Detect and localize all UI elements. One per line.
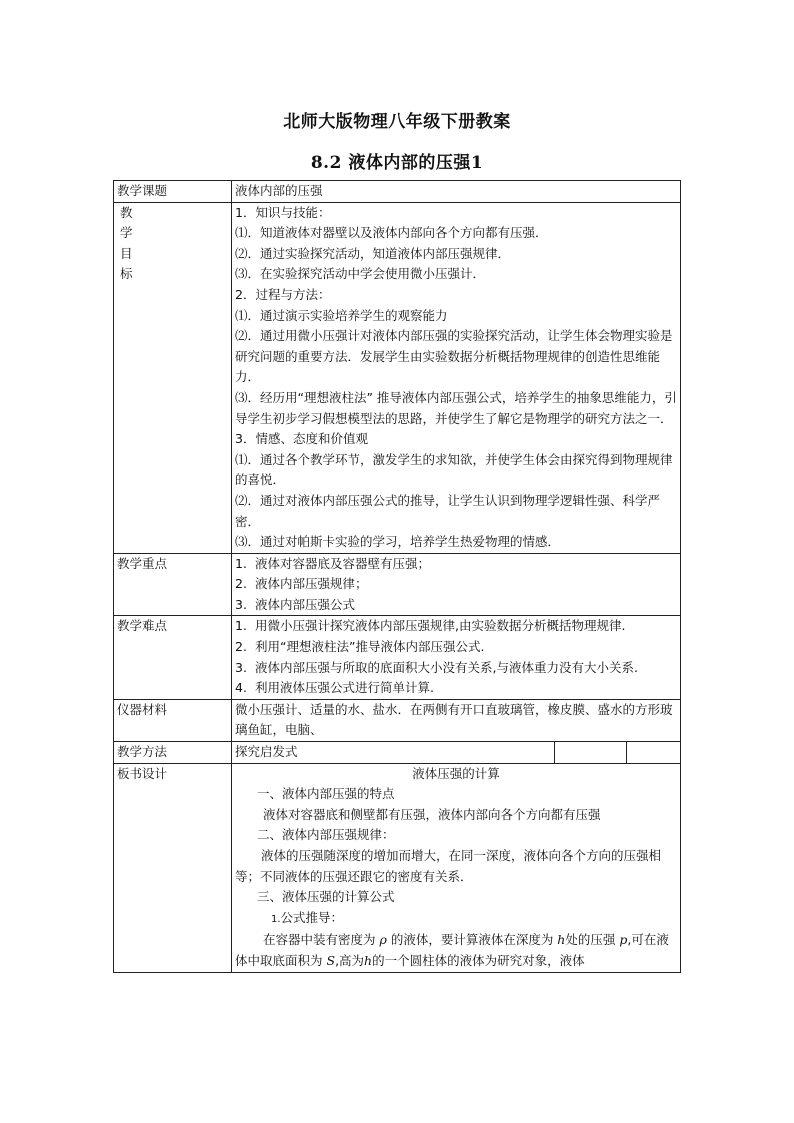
goal-line: ⑶．经历用“理想液柱法” 推导液体内部压强公式，培养学生的抽象思维能力，引导学生初步学习假想模型法的思路，并使学生了解它是物理学的研究方法之一． [235,389,677,426]
board-text: 液体对容器底和侧壁都有压强，液体内部向各个方向都有压强 [263,806,601,822]
goal-line: 2．过程与方法： [235,286,331,302]
lesson-subtitle: 8.2 液体内部的压强1 [310,153,484,173]
row-method [114,742,681,764]
list-item: 2. 利用“理想液柱法”推导液体内部压强公式. [235,639,485,655]
goal-line: 1．知识与技能： [235,204,331,220]
board-section-title: 三、液体压强的计算公式 [257,889,395,905]
board-derivation: 在容器中装有密度为 ρ 的液体，要计算液体在深度为 h处的压强 p,可在液体中取底面积为 S,高为h的一个圆柱体的液体为研究对象，液体 [235,932,669,968]
goal-line: ⑴．通过演示实验培养学生的观察能力 [235,307,448,323]
goal-line: ⑵．通过对液体内部压强公式的推导，让学生认识到物理学逻辑性强、科学严密． [235,492,661,529]
goal-line: ⑶．在实验探究活动中学会使用微小压强计． [235,266,486,282]
goal-line: 3．情感、态度和价值观 [235,431,368,447]
method-cell [232,742,681,764]
list-item: 1. 用微小压强计探究液体内部压强规律,由实验数据分析概括物理规律. [235,618,626,634]
board-section-title: 二、液体内部压强规律： [257,827,395,843]
row-board [114,763,681,972]
list-item: 4. 利用液体压强公式进行简单计算. [235,680,434,696]
board-section-title: 一、液体内部压强的特点 [257,786,395,802]
empty-cell [626,742,680,763]
row-goals [114,202,681,553]
key-points-label: 教学重点 [114,553,232,616]
topic-label: 教学课题 [114,181,232,203]
goal-line: ⑴．知道液体对器壁以及液体内部向各个方向都有压强． [235,225,548,241]
board-label: 板书设计 [114,763,232,972]
document-title: 北师大版物理八年级下册教案 [283,112,511,132]
list-item: 1. 液体对容器底及容器壁有压强； [235,555,431,571]
goals-label: 教 学 目 标 [114,202,232,553]
empty-cell [554,742,626,763]
goal-line: ⑵．通过用微小压强计对液体内部压强的实验探究活动，让学生体会物理实验是研究问题的重要方法．发展学生由实验数据分析概括物理规律的创造性思维能力． [235,328,673,385]
board-content [232,763,681,972]
key-points-content [232,553,681,616]
row-topic [114,181,681,203]
goals-content [232,202,681,553]
list-item: 2. 液体内部压强规律； [235,576,368,592]
difficulties-content [232,616,681,699]
method-label: 教学方法 [114,742,232,764]
board-subsection: 1.公式推导： [271,909,344,925]
board-heading: 液体压强的计算 [412,765,500,781]
difficulties-label: 教学难点 [114,616,232,699]
list-item: 3. 液体内部压强公式 [235,596,356,612]
equipment-value: 微小压强计、适量的水、盐水．在两侧有开口直玻璃管，橡皮膜、盛水的方形玻璃鱼缸，电脑、 [232,699,681,741]
board-text: 液体的压强随深度的增加而增大，在同一深度，液体向各个方向的压强相等；不同液体的压强还跟它的密度有关系． [235,848,662,884]
row-equipment [114,699,681,741]
topic-value: 液体内部的压强 [232,181,681,203]
row-key-points [114,553,681,616]
goal-line: ⑶．通过对帕斯卡实验的学习，培养学生热爱物理的情感． [235,534,561,550]
method-value: 探究启发式 [235,744,298,760]
row-difficulties [114,616,681,699]
goal-line: ⑵．通过实验探究活动，知道液体内部压强规律． [235,245,511,261]
goal-line: ⑴．通过各个教学环节，激发学生的求知欲，并使学生体会由探究得到物理规律的喜悦． [235,451,673,488]
equipment-label: 仪器材料 [114,699,232,741]
list-item: 3. 液体内部压强与所取的底面积大小没有关系,与液体重力没有大小关系. [235,659,638,675]
lesson-plan-table [113,180,681,973]
